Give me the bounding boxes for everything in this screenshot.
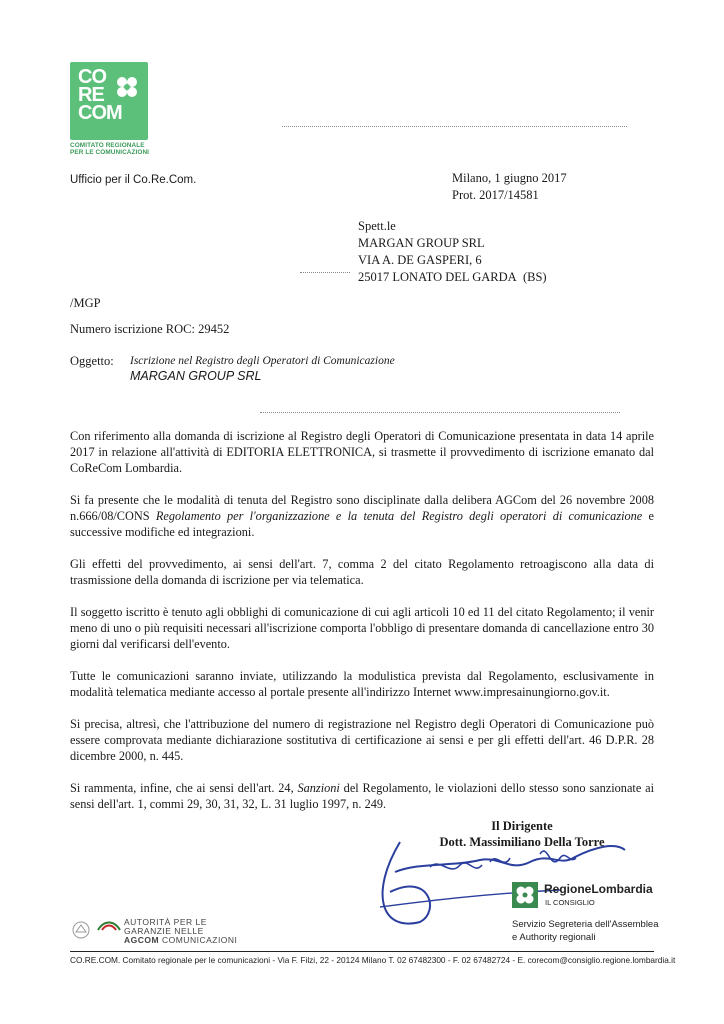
regione-service xyxy=(512,918,659,944)
regione-council: IL CONSIGLIO xyxy=(545,898,595,907)
regione-lombardia-icon xyxy=(512,882,538,908)
body-p7-text-end: del Regolamento, le violazioni dello stesso sono sanzionate ai sensi dell'art. 1, commi 29, 30, 31, 32, L. 31 luglio 1997, n. 249. xyxy=(70,781,654,811)
office-label: Ufficio per il Co.Re.Com. xyxy=(70,174,197,186)
agcom-abbr: AGCOM xyxy=(124,935,160,945)
subject-line-2: MARGAN GROUP SRL xyxy=(130,369,262,383)
body-paragraph-5: Tutte le comunicazioni saranno inviate, utilizzando la modulistica prevista dal Regolamento, esclusivamente in modalità telematica mediante accesso al portale presente all'indirizzo Internet www.impresainungiorno.gov.it. xyxy=(70,669,654,699)
recipient-name: MARGAN GROUP SRL xyxy=(358,236,485,250)
corecom-logo xyxy=(70,62,148,140)
body-paragraph-7 xyxy=(70,780,654,812)
logo-subtitle xyxy=(70,142,149,156)
recipient-city xyxy=(358,269,547,286)
body-p2-text-end: e successive modifiche ed integrazioni. xyxy=(70,509,654,539)
agcom-line-2: GARANZIE NELLE xyxy=(124,926,204,936)
regione-service-line-2: e Authority regionali xyxy=(512,932,596,943)
agcom-emblem-icon xyxy=(70,920,92,940)
body-paragraph-6: Si precisa, altresì, che l'attribuzione del numero di registrazione nel Registro degli Operatori di Comunicazione può essere comprovata mediante dichiarazione sostitutiva di certificazione ai sensi e per gli effetti dell'art. 46 D.P.R. 28 dicembre 2000, n. 445. xyxy=(70,717,654,763)
regione-lombardia-name: RegioneLombardia xyxy=(544,882,653,896)
signer-title: Il Dirigente xyxy=(491,819,553,833)
body-paragraph-1: Con riferimento alla domanda di iscrizione al Registro degli Operatori di Comunicazione presentata in data 14 aprile 2017 in relazione all'attività di EDITORIA ELETTRONICA, si trasmette il provvedimento di iscrizione emanato dal CoReCom Lombardia. xyxy=(70,429,654,475)
recipient-salutation: Spett.le xyxy=(358,219,396,233)
agcom-line-1: AUTORITÀ PER LE xyxy=(124,917,207,927)
footer-divider xyxy=(70,951,654,952)
scan-artifact-line xyxy=(282,126,627,127)
recipient-address xyxy=(358,218,547,286)
footer-contacts: CO.RE.COM. Comitato regionale per le comunicazioni - Via F. Filzi, 22 - 20124 Milano T. 02 67482300 - F. 02 67482724 - E. corecom@consiglio.regione.lombardia.it xyxy=(70,955,676,965)
subject-text xyxy=(130,354,395,384)
regione-service-line-1: Servizio Segreteria dell'Assemblea xyxy=(512,919,659,930)
reference-code: /MGP xyxy=(70,296,101,310)
agcom-line-3-text: COMUNICAZIONI xyxy=(161,935,238,945)
scan-artifact-line xyxy=(260,412,620,413)
letter-body xyxy=(70,428,654,828)
agcom-logo-icon xyxy=(96,918,122,932)
logo-subtitle-line-2: PER LE COMUNICAZIONI xyxy=(70,149,150,156)
signer-name: Dott. Massimiliano Della Torre xyxy=(439,835,605,849)
logo-subtitle-line-1: COMITATO REGIONALE xyxy=(70,142,145,149)
body-p7-text: Si rammenta, infine, che ai sensi dell'art. 24, xyxy=(70,781,298,795)
recipient-street: VIA A. DE GASPERI, 6 xyxy=(358,253,482,267)
body-p2-text: Si fa presente che le modalità di tenuta del Registro sono disciplinate dalla delibera AGCom del 26 novembre 2008 n.666/08/CONS xyxy=(70,493,654,523)
agcom-text xyxy=(124,918,237,945)
logo-wordmark: CO RE COM xyxy=(78,66,122,124)
scan-artifact-line xyxy=(300,272,350,273)
roc-number: Numero iscrizione ROC: 29452 xyxy=(70,322,230,336)
agcom-line-3 xyxy=(124,936,237,945)
logo-flower-icon xyxy=(114,74,140,100)
subject-line-1: Iscrizione nel Registro degli Operatori di Comunicazione xyxy=(130,355,395,367)
recipient-city-name: 25017 LONATO DEL GARDA xyxy=(358,270,517,284)
date-protocol-block xyxy=(452,170,567,204)
body-p2-regulation-title: Regolamento per l'organizzazione e la tenuta del Registro degli operatori di comunicazione xyxy=(155,509,643,523)
subject-label: Oggetto: xyxy=(70,354,114,368)
body-paragraph-3: Gli effetti del provvedimento, ai sensi dell'art. 7, comma 2 del citato Regolamento retroagiscono alla data di trasmissione della domanda di iscrizione per via telematica. xyxy=(70,557,654,587)
regione-flower-icon xyxy=(512,882,538,908)
body-paragraph-2 xyxy=(70,492,654,540)
recipient-province: (BS) xyxy=(522,270,547,284)
body-paragraph-4: Il soggetto iscritto è tenuto agli obblighi di comunicazione di cui agli articoli 10 ed 11 del citato Regolamento; il venir meno di uno o più requisiti necessari all'iscrizione comporta l'obbligo di presentare domanda di cancellazione entro 30 giorni dal verificarsi dell'evento. xyxy=(70,605,654,651)
protocol-number: Prot. 2017/14581 xyxy=(452,188,539,202)
place-date: Milano, 1 giugno 2017 xyxy=(452,171,567,185)
body-p7-sanzioni: Sanzioni xyxy=(297,781,340,795)
